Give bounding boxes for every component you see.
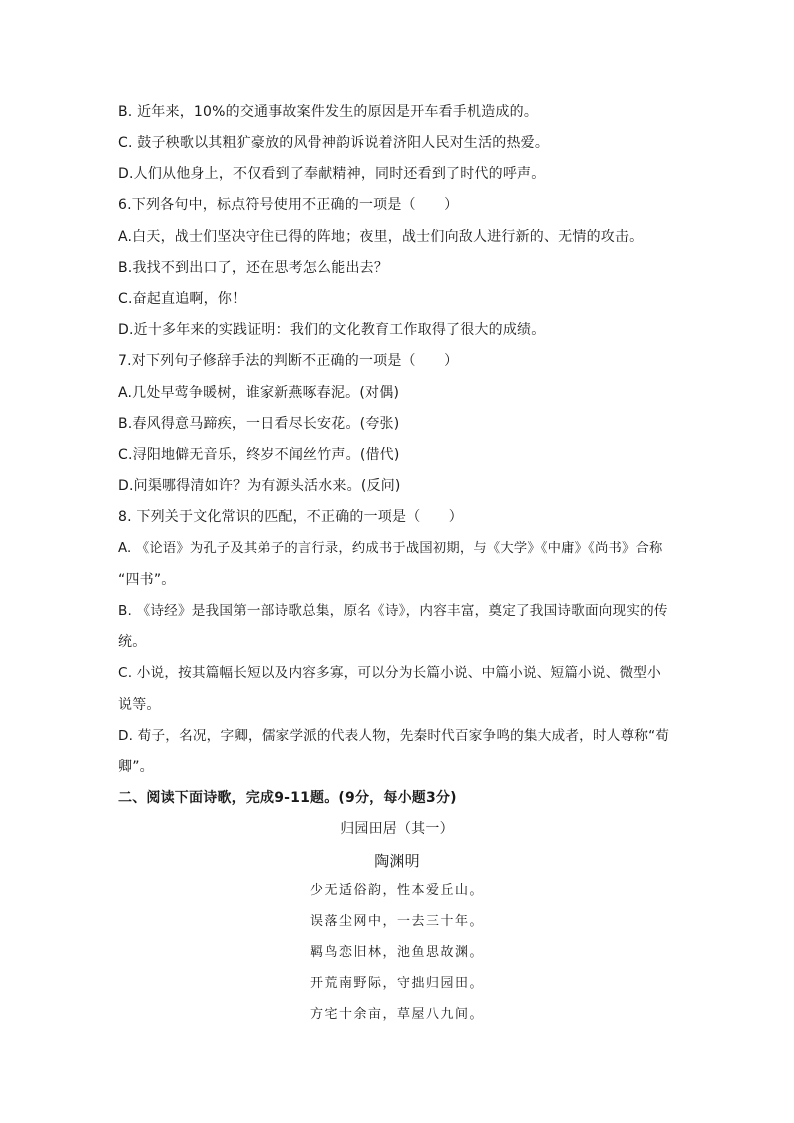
option-8a-line1: A. 《论语》为孔子及其弟子的言行录，约成书于战国初期，与《大学》《中庸》《尚书》合称 — [118, 541, 663, 556]
question-8: 8. 下列关于文化常识的匹配，不正确的一项是（ ） — [118, 509, 464, 525]
poem-line: 少无适俗韵，性本爱丘山。 — [309, 883, 484, 898]
option-7b: B.春风得意马蹄疾，一日看尽长安花。(夸张) — [118, 416, 400, 432]
option-8c-line2: 说等。 — [118, 697, 161, 713]
poem-line: 方宅十余亩，草屋八九间。 — [309, 1007, 484, 1022]
option-6a: A.白天，战士们坚决守住已得的阵地；夜里，战士们向敌人进行新的、无情的攻击。 — [118, 229, 644, 245]
option-8b-line2: 统。 — [118, 634, 147, 650]
option-8b-line1: B. 《诗经》是我国第一部诗歌总集，原名《诗》，内容丰富，奠定了我国诗歌面向现实的传 — [118, 603, 668, 619]
option-8a-line2: “四书”。 — [118, 572, 176, 588]
option-7c: C.浔阳地僻无音乐，终岁不闻丝竹声。(借代) — [118, 447, 400, 463]
section-2-heading: 二、阅读下面诗歌，完成9-11题。(9分，每小题3分) — [118, 790, 457, 806]
option-5b: B. 近年来，10%的交通事故案件发生的原因是开车看手机造成的。 — [118, 104, 539, 120]
poem-line: 误落尘网中，一去三十年。 — [309, 914, 484, 929]
option-6d: D.近十多年来的实践证明：我们的文化教育工作取得了很大的成绩。 — [118, 322, 546, 338]
option-5c: C. 鼓子秧歌以其粗犷豪放的风骨神韵诉说着济阳人民对生活的热爱。 — [118, 135, 550, 151]
option-6c: C.奋起直追啊，你！ — [118, 291, 247, 307]
question-6: 6.下列各句中，标点符号使用不正确的一项是（ ） — [118, 197, 459, 213]
option-7d: D.问渠哪得清如许？为有源头活水来。(反问) — [118, 478, 401, 494]
poem-line: 开荒南野际，守拙归园田。 — [309, 976, 484, 991]
poem-line: 羁鸟恋旧林，池鱼思故渊。 — [309, 945, 484, 960]
option-7a: A.几处早莺争暖树，谁家新燕啄春泥。(对偶) — [118, 385, 400, 401]
option-8d-line1: D. 荀子，名况，字卿，儒家学派的代表人物，先秦时代百家争鸣的集大成者，时人尊称“荀 — [118, 728, 670, 744]
poem-author: 陶渊明 — [374, 852, 420, 870]
poem-title: 归园田居（其一） — [340, 821, 454, 837]
option-5d: D.人们从他身上，不仅看到了奉献精神，同时还看到了时代的呼声。 — [118, 166, 546, 182]
option-8d-line2: 卿”。 — [118, 759, 154, 775]
option-8c-line1: C. 小说，按其篇幅长短以及内容多寡，可以分为长篇小说、中篇小说、短篇小说、微型小 — [118, 665, 661, 681]
question-7: 7.对下列句子修辞手法的判断不正确的一项是（ ） — [118, 353, 459, 369]
option-6b: B.我找不到出口了，还在思考怎么能出去？ — [118, 260, 389, 276]
